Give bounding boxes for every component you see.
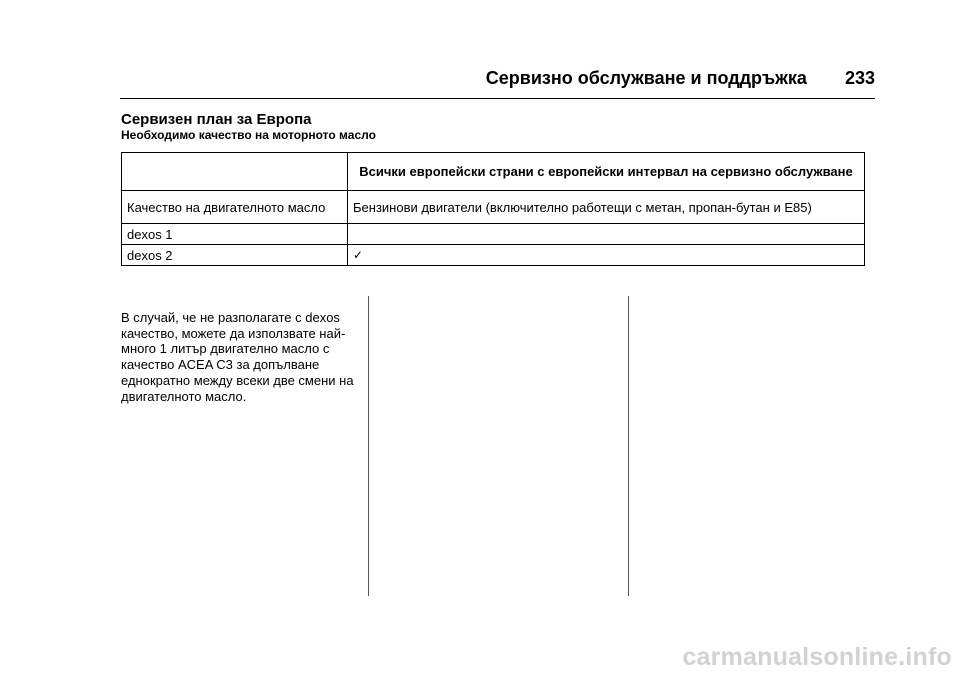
column-divider <box>368 296 369 596</box>
watermark: carmanualsonline.info <box>682 643 952 671</box>
table-cell-label: Качество на двигателното масло <box>122 191 348 224</box>
page-header <box>120 68 875 89</box>
checkmark-icon: ✓ <box>348 245 865 266</box>
column-divider <box>628 296 629 596</box>
table-cell-label: dexos 1 <box>122 224 348 245</box>
section-title: Сервизен план за Европа <box>121 111 312 128</box>
table-cell-value: Бензинови двигатели (включително работещи с метан, пропан-бутан и Е85) <box>348 191 865 224</box>
oil-quality-table <box>121 152 865 266</box>
table-header-cell: Всички европейски страни с европейски интервал на сервизно обслужване <box>348 153 865 191</box>
table-row <box>122 191 865 224</box>
table-row <box>122 245 865 266</box>
table-header-empty-cell <box>122 153 348 191</box>
table-row <box>122 224 865 245</box>
body-paragraph: В случай, че не разполагате с dexos качество, можете да използвате най-много 1 литър двигателно масло с качество ACEA C3 за допълване еднократно между всеки две смени на двигателното масло. <box>121 310 354 404</box>
table-cell-value <box>348 224 865 245</box>
page-number: 233 <box>844 68 875 88</box>
header-rule <box>120 98 875 99</box>
table-header-row <box>122 153 865 191</box>
table-cell-label: dexos 2 <box>122 245 348 266</box>
page-header-title: Сервизно обслужване и поддръжка <box>485 68 807 88</box>
subsection-title: Необходимо качество на моторното масло <box>121 128 376 142</box>
